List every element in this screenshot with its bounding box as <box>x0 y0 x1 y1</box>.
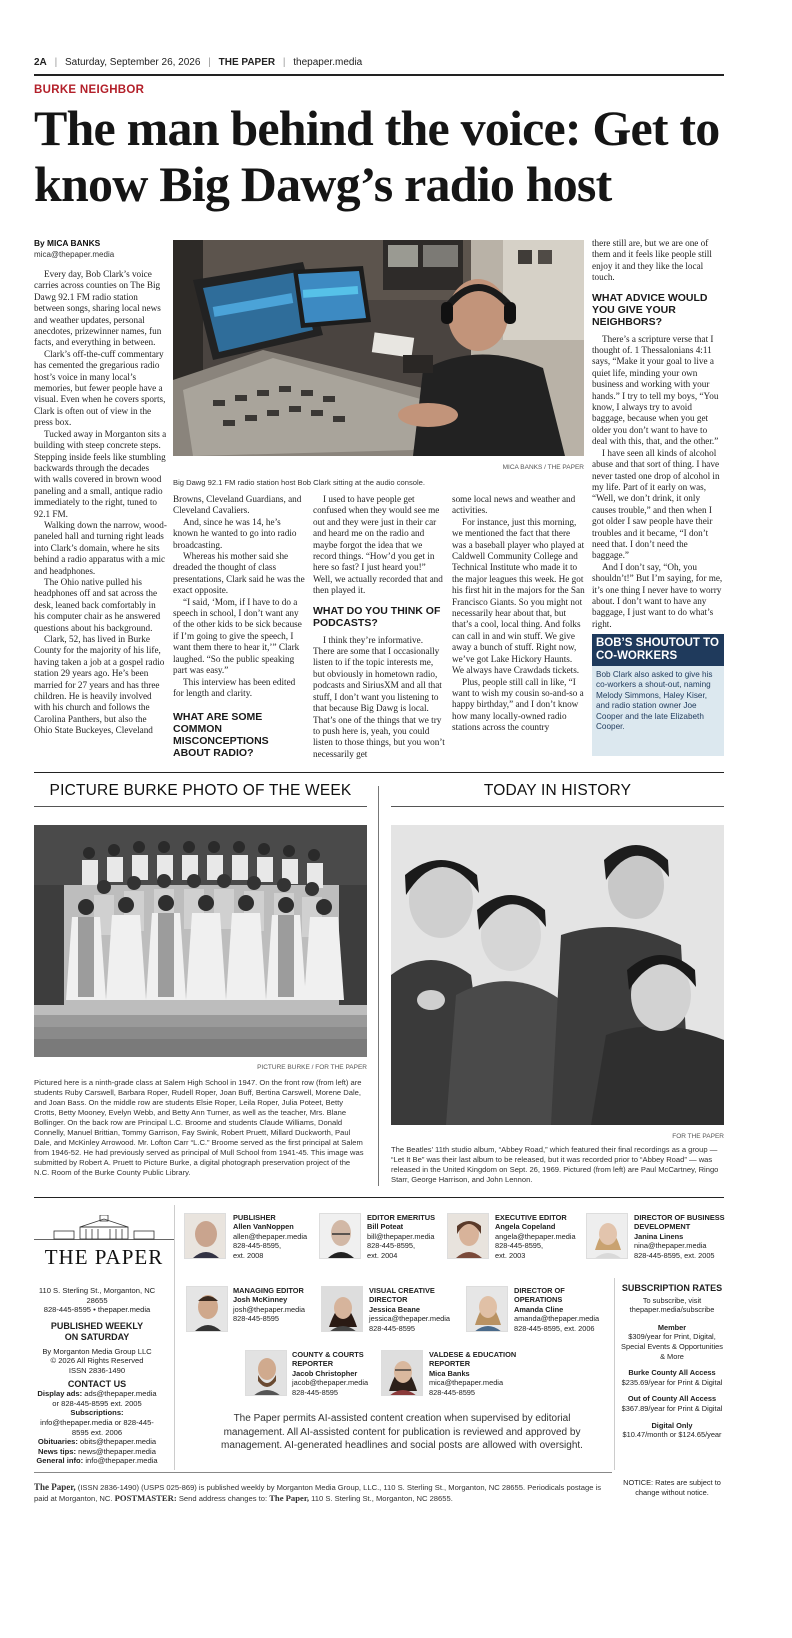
article-col-2 <box>173 494 306 765</box>
history-rule <box>391 806 724 807</box>
postal-rule <box>34 1472 612 1473</box>
paragraph: Tucked away in Morganton sits a building with steep concrete steps. Stepping inside feels like stumbling backwards through the decades with walls covered in brown wood paneling and a small, antique radio immediately to the right, tuned to 92.1 FM. <box>34 428 167 519</box>
avatar <box>186 1286 228 1332</box>
paragraph: I think they’re informative. There are some that I occasionally listen to if the topic interests me, but obviously in hometown radio, podcasts and SiriusXM and all that stuff, I don’t want you listening to that because Big Dawg is local. That’s one of the things that we try to push here is, yeah, you could listen to those things, but you won’t necessarily get <box>313 634 445 759</box>
avatar <box>321 1286 363 1332</box>
page-number: 2A <box>34 57 47 68</box>
contact-heading: CONTACT US <box>67 1378 127 1389</box>
footer-address: 110 S. Sterling St., Morganton, NC 28655 <box>38 1286 156 1305</box>
staff-executive-editor: EXECUTIVE EDITOR Angela Copeland angela@thepaper.media 828-445-8595, ext. 2003 <box>495 1213 576 1260</box>
published-schedule: PUBLISHED WEEKLY ON SATURDAY <box>50 1320 144 1342</box>
rates-heading: SUBSCRIPTION RATES <box>621 1283 723 1293</box>
paragraph: Clark’s off-the-cuff commentary has cemented the gregarious radio host’s voice in many local’s memories, but fewer people have a visual. Even when he covers sports, Clark is often out of view in the press box. <box>34 348 166 428</box>
photo-week-heading: PICTURE BURKE PHOTO OF THE WEEK <box>49 782 352 799</box>
staff-publisher: PUBLISHER Allen VanNoppen allen@thepaper.media 828-445-8595, ext. 2008 <box>233 1213 308 1260</box>
masthead-rule <box>34 74 724 76</box>
section-rule <box>34 772 724 773</box>
shoutout-sidebar <box>592 634 724 756</box>
footer-left-divider <box>174 1205 175 1470</box>
rate-item: Digital Only $10.47/month or $124.65/year <box>622 1420 722 1440</box>
paragraph: Every day, Bob Clark’s voice carries across counties on The Big Dawg 92.1 FM radio station between songs, sharing local news and weather updates, personal anecdotes, prizewinner names, fun facts, and everything in between. <box>34 269 162 348</box>
rate-item: Out of County All Access $367.89/year for Print & Digital <box>621 1394 723 1413</box>
photo-caption: Big Dawg 92.1 FM radio station host Bob Clark sitting at the audio console. <box>173 478 425 487</box>
paragraph: Browns, Cleveland Guardians, and Cleveland Cavaliers. <box>173 494 302 516</box>
paragraph: some local news and weather and activities. <box>452 494 576 516</box>
sidebar-title: BOB’S SHOUTOUT TO CO-WORKERS <box>592 634 724 666</box>
staff-editor-emeritus: EDITOR EMERITUS Bill Poteat bill@thepaper.media 828-445-8595, ext. 2004 <box>367 1213 436 1260</box>
paragraph: “I said, ‘Mom, if I have to do a speech in school, I don’t want any of the other kids to be sick because if I’m going to give the speech, I want them there to hear it,’” Clark laughed. “So the public speaking part was easy.” <box>173 596 302 676</box>
article-col-1 <box>34 269 167 737</box>
subhead-misconceptions: WHAT ARE SOME COMMON MISCONCEPTIONS ABOUT RADIO? <box>173 711 269 760</box>
paragraph: Whereas his mother said she dreaded the thought of class presentations, Clark said he was the exact opposite. <box>173 551 305 596</box>
paragraph: And I don’t say, “Oh, you shouldn’t!” But I’m saying, for me, it’s one thing I never have to worry about. I don’t want to have any baggage, I just want to do what’s right. <box>592 561 723 629</box>
subhead-podcasts: WHAT DO YOU THINK OF PODCASTS? <box>313 604 441 629</box>
radio-host-photo <box>173 240 584 456</box>
rates-intro[interactable]: To subscribe, visit thepaper.media/subscribe <box>629 1295 715 1315</box>
masthead-date: Saturday, September 26, 2026 <box>64 57 201 68</box>
avatar <box>245 1350 287 1396</box>
sidebar-text: Bob Clark also asked to give his co-workers a shout-out, naming Melody Simmons, Haley Kiser, and radio station owner Joe Cooper and the late Elizabeth Cooper. <box>596 670 713 732</box>
history-heading: TODAY IN HISTORY <box>483 782 632 799</box>
staff-visual-creative-director: VISUAL CREATIVE DIRECTOR Jessica Beane jessica@thepaper.media 828-445-8595 <box>369 1286 451 1333</box>
avatar <box>586 1213 628 1259</box>
paragraph: There’s a scripture verse that I thought of. 1 Thessalonians 4:11 says, “Make it your goal to live a quiet life, minding your own business and working with your hands.” I try to tell my boys, “You know, I always try to avoid baggage, because when you get older you don’t want to have to deal with this, that, and the other.” <box>592 333 719 447</box>
footer-phone-site: 828-445-8595 • thepaper.media <box>43 1305 151 1315</box>
paragraph: Clark, 52, has lived in Burke County for the majority of his life, having taken a job at a gospel radio station 29 years ago. He’s been married for 27 years and has three children. He is heavily involved with his church and follows the Carolina Panthers, but also the Ohio State Buckeyes, Cleveland <box>34 634 165 736</box>
byline-email[interactable]: mica@thepaper.media <box>34 250 115 259</box>
contact-item: Display ads: ads@thepaper.media or 828-445-8595 ext. 2005 <box>37 1389 157 1408</box>
radio-studio-illustration <box>173 240 584 456</box>
photo-week-rule <box>34 806 367 807</box>
byline: By MICA BANKS <box>34 238 101 248</box>
staff-education-reporter: VALDESE & EDUCATION REPORTER Mica Banks mica@thepaper.media 828-445-8595 <box>429 1350 517 1397</box>
subhead-advice: WHAT ADVICE WOULD YOU GIVE YOUR NEIGHBORS? <box>592 291 708 328</box>
paragraph: I used to have people get confused when they would see me out and they were just in their car and heard me on the radio and maybe forgot the idea that we record things. “How’d you get in here so fast? I just heard you!” Well, we actually recorded that and then played it. <box>313 494 443 596</box>
footer-rule <box>34 1197 724 1198</box>
rate-item: Member $309/year for Print, Digital, Special Events & Opportunities & More <box>621 1322 723 1361</box>
staff-managing-editor: MANAGING EDITOR Josh McKinney josh@thepaper.media 828-445-8595 <box>233 1286 306 1324</box>
avatar <box>381 1350 423 1396</box>
paragraph: For instance, just this morning, we mentioned the fact that there was a baseball player who played at Caldwell Community College and Technical Institute who made it to the major leagues this week. He got his first hit in the majors for the San Francisco Giants. So you might not necessarily hear about that, but that’s a cool, local thing. And folks can call in and win stuff. We give away a bunch of stuff. Right now, we’ve got Lake Hickory Haunts. We always have Crawdads tickets. <box>452 516 585 676</box>
paragraph: This interview has been edited for length and clarity. <box>173 676 296 698</box>
staff-county-reporter: COUNTY & COURTS REPORTER Jacob Christopher jacob@thepaper.media 828-445-8595 <box>292 1350 369 1397</box>
class-photo <box>34 825 367 1057</box>
paragraph: Plus, people still call in like, “I want to wish my cousin so-and-so a happy birthday,” and I don’t know how many locally-owned radio stations across the country <box>452 676 584 733</box>
masthead-site[interactable]: thepaper.media <box>293 57 363 68</box>
courthouse-icon <box>34 1215 174 1241</box>
contact-item: General info: info@thepaper.media <box>36 1456 158 1466</box>
postal-statement: The Paper, (ISSN 2836-1490) (USPS 025-869) is published weekly by Morganton Media Group, LLC., 110 S. Sterling St., Morganton, NC 28655. Periodicals postage is paid at Morganton, NC. POSTMASTER: Send address changes to: The Paper, 110 S. Sterling St., Morganton, NC 28655. <box>34 1482 602 1504</box>
ai-policy-notice: The Paper permits AI-assisted content creation when supervised by editorial management. All AI-assisted content for publication is reviewed and approved by management. AI-generated headlines and social posts are allowed with oversight. <box>221 1413 583 1451</box>
staff-director-operations: DIRECTOR OF OPERATIONS Amanda Cline amanda@thepaper.media 828-445-8595, ext. 2006 <box>514 1286 600 1333</box>
kicker: BURKE NEIGHBOR <box>34 84 145 96</box>
article-col-3 <box>313 494 446 760</box>
footer-left-info <box>34 1286 160 1466</box>
contact-item: Obituaries: obits@thepaper.media <box>37 1437 157 1447</box>
logo-text: THE PAPER <box>44 1245 164 1269</box>
footer-right-divider <box>614 1278 615 1470</box>
issn: ISSN 2836-1490 <box>68 1365 126 1375</box>
rate-item: Burke County All Access $235.69/year for Print & Digital <box>621 1368 723 1387</box>
class-photo-illustration <box>34 825 367 1057</box>
article-col-5 <box>592 238 724 630</box>
beatles-photo-credit: FOR THE PAPER <box>672 1133 724 1140</box>
publisher-company: By Morganton Media Group LLC <box>42 1346 152 1356</box>
paragraph: Walking down the narrow, wood-paneled hall and turning right leads into Clark’s domain, where he sits behind a radio apparatus with a mic and headphones. <box>34 519 167 576</box>
subscription-rates <box>620 1284 724 1447</box>
avatar <box>319 1213 361 1259</box>
photo-credit: MICA BANKS / THE PAPER <box>502 464 584 471</box>
copyright: © 2026 All Rights Reserved <box>50 1356 144 1366</box>
contact-item: Subscriptions: info@thepaper.media or 828-445-8595 ext. 2006 <box>40 1408 154 1437</box>
avatar <box>447 1213 489 1259</box>
class-photo-caption: Pictured here is a ninth-grade class at Salem High School in 1947. On the front row (from left) are students Ruby Carswell, Barbara Roper, Rudell Roper, Joan Buff, Bertina Carswell, Morene Dale, and Joan Bass. On the middle row are students Elsie Roper, Leila Roper, Julia Poteet, Betty Crotts, Betty Mooney, Evelyn Webb, and Betty Ann Turner, as well as the teacher, Mrs. Blane Bollinger. On the back row are Principal L.C. Broome and students Claude Williams, Donald Connelly, Manuel Brittian, Tommy Garrison, Fay Swink, Robert Pruett, Millard Duckworth, Paul Dale, and McKinley Arrowood. Mr. Lofton Carr “L.C.” Broome served as the first principal at Salem from 1946-52. He had previously served as principal of Mull School from 1941-45. This image was submitted by Robert A. Pruett to Picture Burke, a digital photograph preservation project of the N.C. Room of the Burke County Public Library. <box>34 1078 364 1177</box>
staff-business-development: DIRECTOR OF BUSINESS DEVELOPMENT Janina Linens nina@thepaper.media 828-445-8595, ext. 2005 <box>634 1213 725 1260</box>
paragraph: I have seen all kinds of alcohol abuse and that sort of thing. I have never tasted one drop of alcohol in my life. Part of it early on was, “Well, we don’t drink, it only causes trouble,” and then when I got older I saw people have their troubles and it became, “I don’t need that. I don’t need the baggage.” <box>592 447 720 561</box>
class-photo-credit: PICTURE BURKE / FOR THE PAPER <box>257 1064 367 1071</box>
avatar <box>184 1213 226 1259</box>
beatles-photo-illustration <box>391 825 724 1125</box>
beatles-photo <box>391 825 724 1125</box>
article-col-4 <box>452 494 585 734</box>
rates-notice: NOTICE: Rates are subject to change without notice. <box>623 1478 721 1497</box>
paragraph: The Ohio native pulled his headphones off and sat across the desk, leaned back comfortably in his computer chair as he answered questions about his background. <box>34 576 161 633</box>
column-divider <box>378 786 379 1186</box>
masthead-paper: THE PAPER <box>218 57 276 68</box>
masthead: 2A | Saturday, September 26, 2026 | THE PAPER | thepaper.media <box>34 57 363 68</box>
headline: The man behind the voice: Get to know Big Dawg’s radio host <box>34 100 720 212</box>
footer-logo <box>34 1215 174 1269</box>
beatles-photo-caption: The Beatles’ 11th studio album, “Abbey Road,” which featured their final recordings as a group — “Let It Be” was their last album to be released, but it was recorded prior to “Abbey Road” — was released in the United Kingdom on Sept. 26, 1969. Pictured (from left) are Paul McCartney, Ringo Starr, George Harrison, and John Lennon. <box>391 1145 719 1184</box>
contact-item: News tips: news@thepaper.media <box>38 1446 156 1456</box>
paragraph: And, since he was 14, he’s known he wanted to go into radio broadcasting. <box>173 516 297 550</box>
paragraph: there still are, but we are one of them and it feels like people still enjoy it and they like the local touch. <box>592 238 712 283</box>
avatar <box>466 1286 508 1332</box>
